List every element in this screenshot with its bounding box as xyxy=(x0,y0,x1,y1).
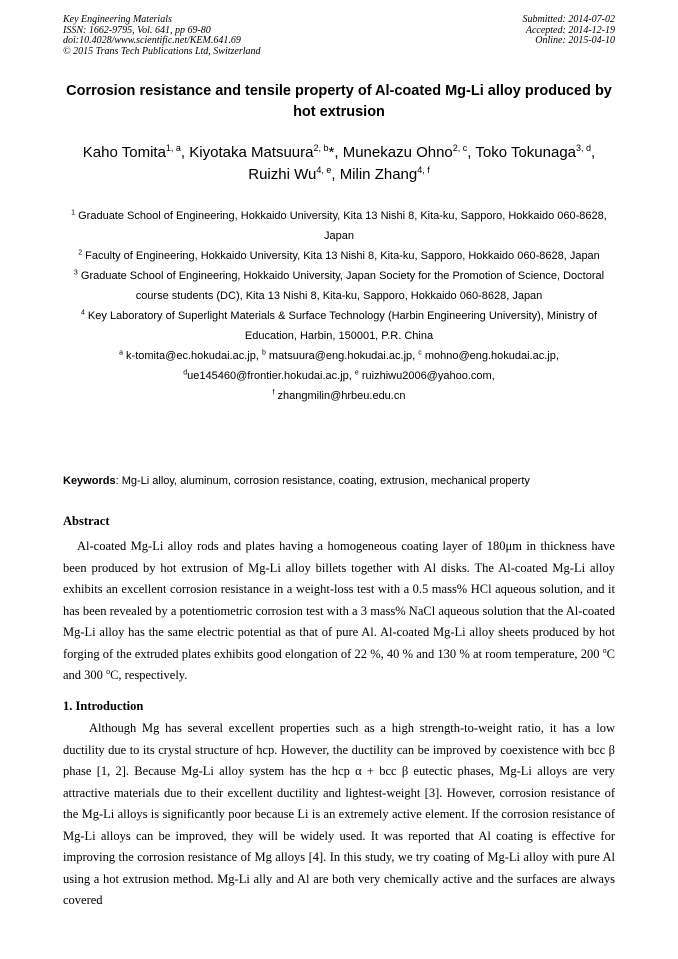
submitted-date: Submitted: 2014-07-02 xyxy=(522,14,615,25)
author-affil-sup: 2, c xyxy=(452,143,468,153)
affiliation-3 xyxy=(63,266,615,306)
journal-name: Key Engineering Materials xyxy=(63,14,172,25)
journal-info xyxy=(63,15,261,57)
affil-text: Graduate School of Engineering, Hokkaido University, Japan Society for the Promotion of Science, Doctoral course students (DC), Kita 13 Nishi 8, Kita-ku, Sapporo, Hokkaido 060-8628, Japan xyxy=(77,270,605,302)
keywords-text: : Mg-Li alloy, aluminum, corrosion resistance, coating, extrusion, mechanical property xyxy=(115,475,530,487)
author-affil-sup: 3, d xyxy=(576,143,592,153)
author-list xyxy=(63,142,615,186)
abstract-text xyxy=(63,536,615,687)
author-sep: , xyxy=(467,144,476,161)
affiliation-1 xyxy=(63,206,615,246)
email-link[interactable]: zhangmilin@hrbeu.edu.cn xyxy=(274,390,406,402)
author-name: Kaho Tomita xyxy=(82,144,166,161)
affil-sup: 3 xyxy=(73,269,78,277)
email-link[interactable]: mohno@eng.hokudai.ac.jp, xyxy=(421,350,559,362)
email-sup: f xyxy=(272,389,275,397)
author-sep: , xyxy=(331,166,340,183)
affiliation-2 xyxy=(63,246,615,266)
paper-title: Corrosion resistance and tensile property of Al-coated Mg-Li alloy produced by hot extrusion xyxy=(66,83,612,120)
dates-info xyxy=(523,15,616,47)
degree-sup: o xyxy=(106,666,111,676)
degree-sup: o xyxy=(602,645,607,655)
author-sep: , xyxy=(180,144,190,161)
affil-text: Graduate School of Engineering, Hokkaido University, Kita 13 Nishi 8, Kita-ku, Sapporo, Hokkaido 060-8628, Japan xyxy=(75,210,607,242)
affil-text: Key Laboratory of Superlight Materials & Surface Technology (Harbin Engineering University), Ministry of Education, Harbin, 150001, P.R. China xyxy=(84,310,598,342)
doi-line[interactable]: doi:10.4028/www.scientific.net/KEM.641.69 xyxy=(63,35,241,46)
abstract-part: Al-coated Mg-Li alloy rods and plates having a homogeneous coating layer of 180μm in thickness have been produced by hot extrusion of Mg-Li alloy billets together with Al disks. The Al-coated Mg-Li alloy exhibits an excellent corrosion resistance in a weight-loss test with a 0.5 mass% HCl aqueous solution, and it has been revealed by a potentiometric corrosion test with a 3 mass% NaCl aqueous solution that the Al-coated Mg-Li alloy has the same electric potential as that of pure Al. Al-coated Mg-Li alloy sheets produced by hot forging of the extruded plates exhibits good elongation of 22 %, 40 % and 130 % at room temperature, 200 xyxy=(63,539,615,661)
copyright-line: © 2015 Trans Tech Publications Ltd, Switzerland xyxy=(63,45,261,57)
online-date: Online: 2015-04-10 xyxy=(535,35,615,46)
email-list xyxy=(63,346,615,406)
affil-sup: 2 xyxy=(78,249,83,257)
email-sup: a xyxy=(119,349,123,357)
author-sep: , xyxy=(591,144,596,161)
keywords xyxy=(63,471,615,491)
email-link[interactable]: ruizhiwu2006@yahoo.com, xyxy=(358,370,495,382)
introduction-text: Although Mg has several excellent properties such as a high strength-to-weight ratio, it has a low ductility due to its crystal structure of hcp. However, the ductility can be improved by coexistence with bcc β phase [1, 2]. Because Mg-Li alloy system has the hcp α + bcc β eutectic phases, Mg-Li alloys are very attractive materials due to their excellent ductility and lightest-weight [3]. However, corrosion resistance of the Mg-Li alloys is significantly poor because Li is an extremely active element. If the corrosion resistance of Mg-Li alloys can be improved, they will be widely used. It was reported that Al coating is effective for improving the corrosion resistance of Mg alloys [4]. In this study, we try coating of Mg-Li alloy with pure Al using a hot extrusion method. Mg-Li ally and Al are both very chemically active and the surfaces are always covered xyxy=(63,721,615,907)
abstract-part: C and 300 xyxy=(63,646,615,682)
author-affil-sup: 4, f xyxy=(417,165,430,175)
email-sup: e xyxy=(354,369,359,377)
email-link[interactable]: k-tomita@ec.hokudai.ac.jp, xyxy=(122,350,262,362)
affil-sup: 1 xyxy=(71,209,76,217)
accepted-date: Accepted: 2014-12-19 xyxy=(525,24,615,36)
issn-line: ISSN: 1662-9795, Vol. 641, pp 69-80 xyxy=(63,24,211,36)
email-sup: c xyxy=(418,349,422,357)
abstract-heading: Abstract xyxy=(63,514,110,528)
author-affil-sup: 4, e xyxy=(316,165,332,175)
author-sep: *, xyxy=(328,144,343,161)
affiliations xyxy=(63,206,615,406)
author-name: Munekazu Ohno xyxy=(342,144,453,161)
author-name: Kiyotaka Matsuura xyxy=(189,144,314,161)
abstract-part: C, respectively. xyxy=(110,668,188,682)
introduction-heading: 1. Introduction xyxy=(63,699,144,713)
affiliation-4 xyxy=(63,306,615,346)
author-name: Milin Zhang xyxy=(339,166,418,183)
affil-text: Faculty of Engineering, Hokkaido University, Kita 13 Nishi 8, Kita-ku, Sapporo, Hokkaido 060-8628, Japan xyxy=(82,250,600,262)
author-affil-sup: 1, a xyxy=(165,143,181,153)
author-name: Toko Tokunaga xyxy=(475,144,577,161)
email-sup: b xyxy=(261,349,266,357)
author-affil-sup: 2, b xyxy=(313,143,329,153)
keywords-label: Keywords xyxy=(63,475,116,487)
email-link[interactable]: ue145460@frontier.hokudai.ac.jp, xyxy=(187,370,355,382)
affil-sup: 4 xyxy=(80,309,85,317)
email-link[interactable]: matsuura@eng.hokudai.ac.jp, xyxy=(265,350,419,362)
author-name: Ruizhi Wu xyxy=(248,166,317,183)
email-sup: d xyxy=(183,369,188,377)
